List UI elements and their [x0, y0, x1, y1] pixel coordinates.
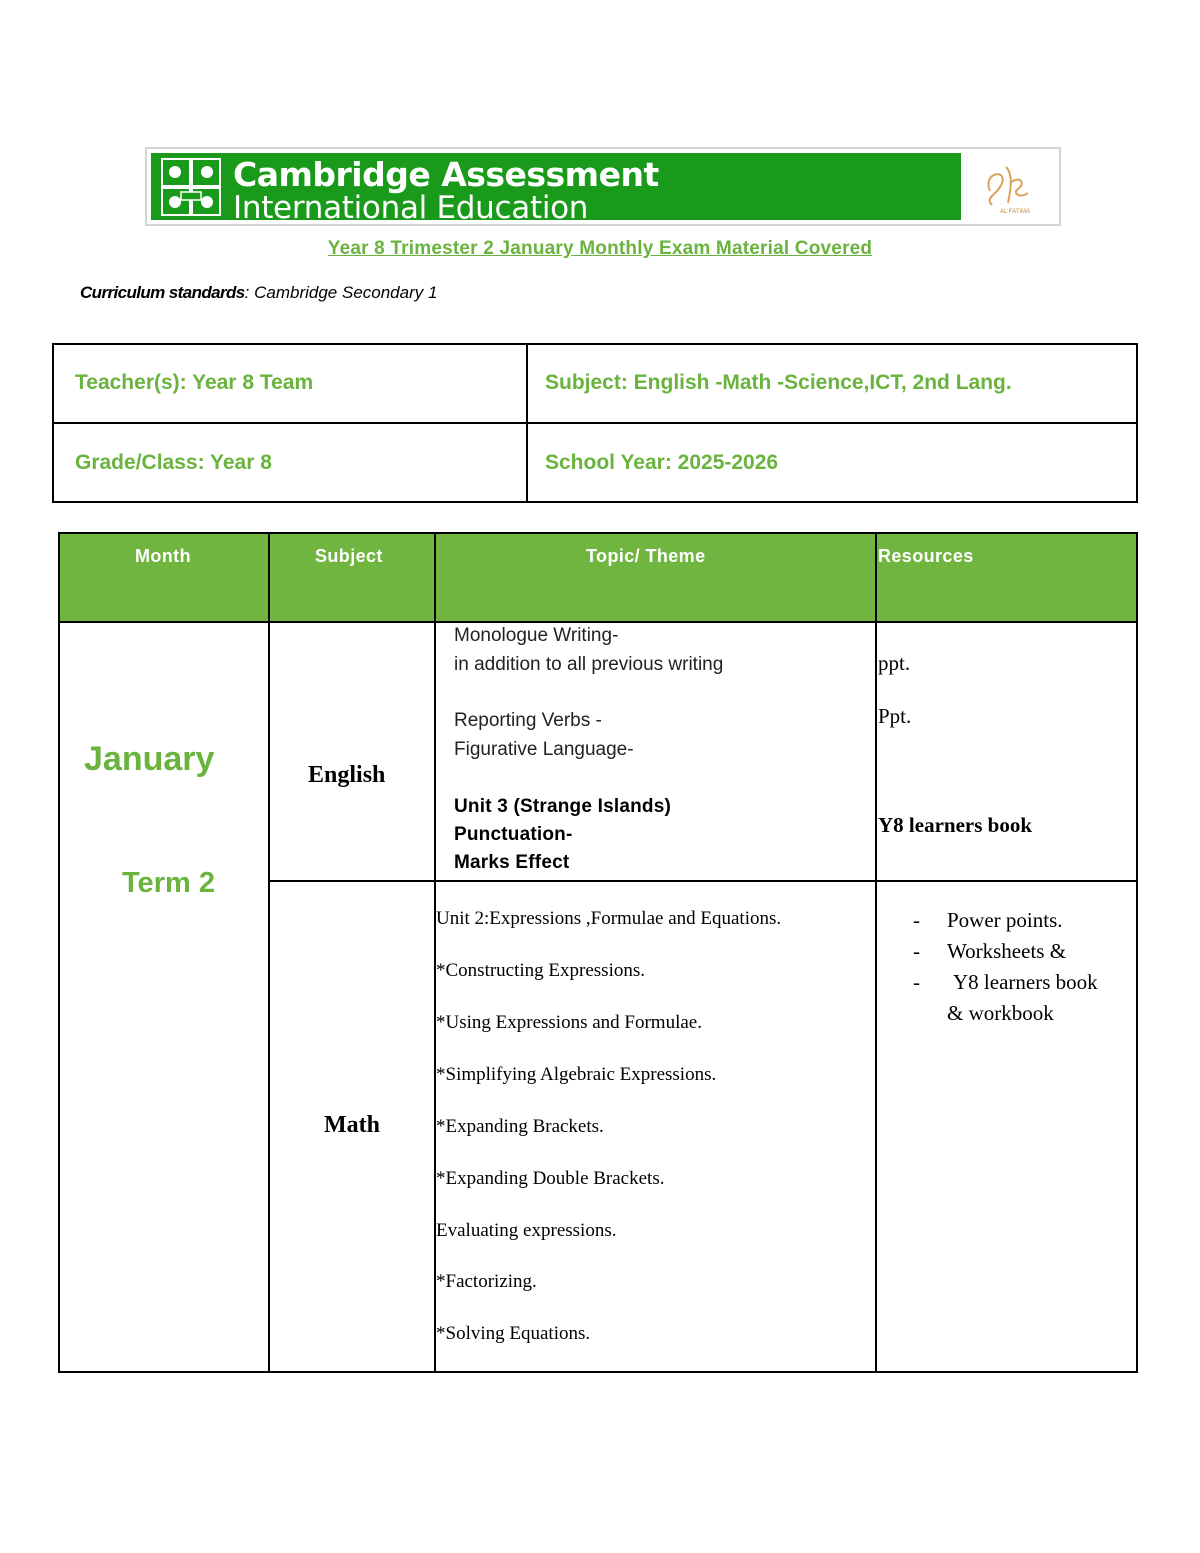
school-logo-icon	[962, 153, 1057, 220]
list-item: Marks Effect	[454, 852, 570, 873]
subject-cell: Subject: English -Math -Science,ICT, 2nd Lang.	[545, 371, 1012, 394]
list-item: Unit 3 (Strange Islands)	[454, 796, 672, 817]
curriculum-value: : Cambridge Secondary 1	[244, 283, 438, 302]
resource-item: & workbook	[947, 1001, 1054, 1025]
list-item: Evaluating expressions.	[436, 1220, 617, 1241]
list-item: *Simplifying Algebraic Expressions.	[436, 1064, 717, 1085]
list-item: Monologue Writing-	[454, 625, 619, 646]
bullet-dash: -	[913, 908, 920, 932]
list-item: *Expanding Double Brackets.	[436, 1168, 665, 1189]
list-item: *Constructing Expressions.	[436, 960, 645, 981]
resource-item: Power points.	[947, 908, 1063, 932]
info-table	[52, 343, 1138, 503]
resource-item: ppt.	[878, 651, 911, 675]
resource-item: Worksheets &	[947, 939, 1067, 963]
document-title: Year 8 Trimester 2 January Monthly Exam Material Covered	[327, 238, 873, 259]
term-label: Term 2	[122, 867, 215, 899]
resource-item: Y8 learners book	[878, 813, 1032, 837]
subject-math: Math	[324, 1112, 380, 1138]
header-topic: Topic/ Theme	[586, 546, 706, 566]
header-banner	[145, 147, 1061, 226]
list-item: *Using Expressions and Formulae.	[436, 1012, 702, 1033]
month-label: January	[84, 740, 215, 778]
list-item: *Expanding Brackets.	[436, 1116, 604, 1137]
cambridge-crest-icon	[161, 158, 221, 216]
list-item: Figurative Language-	[454, 739, 634, 760]
list-item: *Solving Equations.	[436, 1323, 591, 1344]
curriculum-label: Curriculum standards	[80, 283, 245, 302]
subject-english: English	[308, 762, 386, 788]
resource-item: Ppt.	[878, 704, 912, 728]
header-month: Month	[135, 546, 191, 566]
bullet-dash: -	[913, 970, 920, 994]
bullet-dash: -	[913, 939, 920, 963]
list-item: Punctuation-	[454, 824, 573, 845]
header-subject: Subject	[315, 546, 383, 566]
resource-item: Y8 learners book	[953, 970, 1098, 994]
curriculum-standards	[80, 283, 437, 303]
material-table	[58, 532, 1138, 1373]
list-item: in addition to all previous writing	[454, 654, 724, 675]
school-year-cell: School Year: 2025-2026	[545, 451, 779, 474]
list-item: *Factorizing.	[436, 1271, 537, 1292]
brand-line-2: International Education	[233, 190, 589, 226]
table-header-row	[60, 534, 1136, 622]
list-item: Reporting Verbs -	[454, 710, 602, 731]
header-resources: Resources	[878, 546, 974, 566]
brand-line-1: Cambridge Assessment	[233, 155, 659, 194]
list-item: Unit 2:Expressions ,Formulae and Equations.	[436, 908, 782, 929]
cambridge-logo-bar	[151, 153, 961, 226]
teacher-cell: Teacher(s): Year 8 Team	[75, 371, 314, 394]
grade-cell: Grade/Class: Year 8	[75, 451, 272, 474]
svg-text:AL FATIMA: AL FATIMA	[1000, 209, 1031, 215]
